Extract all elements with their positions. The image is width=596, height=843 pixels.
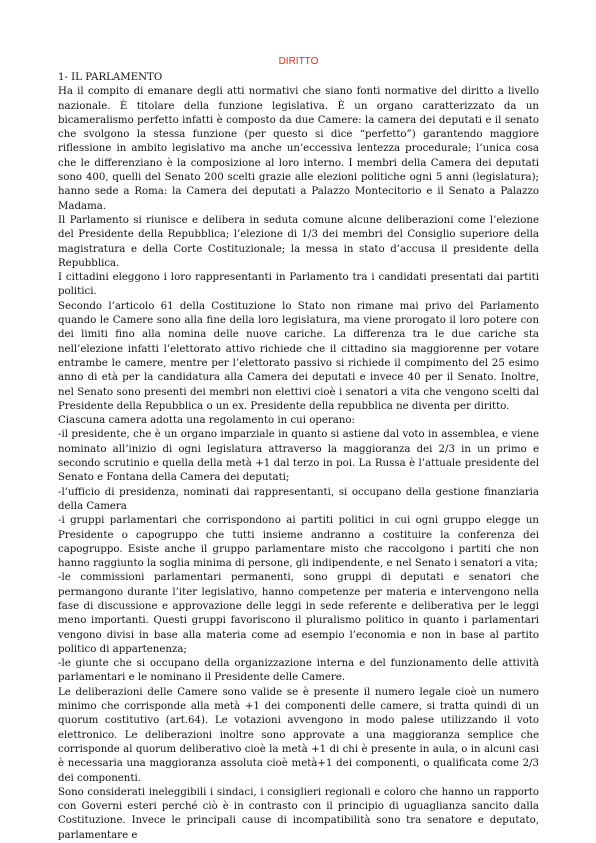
list-item-presidency-office: -l’ufficio di presidenza, nominati dai rappresentanti, si occupano della gestione finanziaria della Camera xyxy=(58,486,539,512)
section-heading: 1- IL PARLAMENTO xyxy=(58,72,163,83)
document-title: DIRITTO xyxy=(278,56,319,67)
paragraph-intro: Ha il compito di emanare degli atti normativi che siano fonti normative del diritto a livello nazionale. È titolare della funzione legislativa. È un organo caratterizzato da un bicameralismo perfetto infatti è composto da due Camere: la camera dei deputati e il senato che svolgono la stessa funzione (per questo si dice “perfetto”) garantendo maggiore riflessione in ambito legislativo ma anche un’eccessiva lentezza procedurale; l’unica cosa che le differenziano è la composizione al loro interno. I membri della Camera dei deputati sono 400, quelli del Senato 200 scelti grazie alle elezioni politiche ogni 5 anni (legislatura); hanno sede a Roma: la Camera dei deputati a Palazzo Montecitorio e il Senato a Palazzo Madama. xyxy=(58,86,539,212)
paragraph-deliberations: Le deliberazioni delle Camere sono valide se è presente il numero legale cioè un numero minimo che corrisponde alla metà +1 dei componenti delle camere, si tratta quindi di un quorum costitutivo (art.64). Le votazioni avvengono in modo palese utilizzando il voto elettronico. Le deliberazioni inoltre sono approvate a una maggioranza semplice che corrisponde al quorum deliberativo cioè la metà +1 di chi è presente in aula, o in alcuni casi è necessaria una maggioranza assoluta cioè metà+1 dei componenti, o qualificata come 2/3 dei componenti. xyxy=(58,686,539,784)
paragraph-regulation: Ciascuna camera adotta una regolamento in cui operano: xyxy=(58,415,355,427)
paragraph-joint-session: Il Parlamento si riunisce e delibera in seduta comune alcune deliberazioni come l’elezione del Presidente della Repubblica; l’elezione di 1/3 dei membri del Consiglio superiore della magistratura e della Corte Costituzionale; la messa in stato d’accusa il presidente della Repubblica. xyxy=(58,214,539,269)
paragraph-article-61: Secondo l’articolo 61 della Costituzione lo Stato non rimane mai privo del Parlamento quando le Camere sono alla fine della loro legislatura, ma viene prorogato il loro potere con dei limiti fino alla nomina delle nuove cariche. La differenza tra le due cariche sta nell’elezione infatti l’elettorato attivo richiede che il cittadino sia maggiorenne per votare entrambe le camere, mentre per l’elettorato passivo si richiede il compimento del 25 esimo anno di età per la candidatura alla Camera dei deputati e invece 40 per il Senato. Inoltre, nel Senato sono presenti dei membri non elettivi cioè i senatori a vita che vengono scelti dal Presidente della Repubblica o un ex. Presidente della repubblica ne diventa per diritto. xyxy=(58,300,539,412)
list-item-parliamentary-groups: -i gruppi parlamentari che corrispondono ai partiti politici in cui ogni gruppo elegge un Presidente o capogruppo che tutti insieme andranno a costituire la conferenza dei capogruppo. Esiste anche il gruppo parlamentare misto che raccolgono i partiti che non hanno raggiunto la soglia minima di persone, gli indipendente, e nel Senato i senatori a vita; xyxy=(58,515,539,570)
list-item-president: -il presidente, che è un organo imparziale in quanto si astiene dal voto in assemblea, e viene nominato all’inizio di ogni legislatura attraverso la maggioranza dei 2/3 in un primo e secondo scrutinio e quella della metà +1 dal terzo in poi. La Russa è l’attuale presidente del Senato e Fontana della Camera dei deputati; xyxy=(58,429,539,484)
list-item-councils: -le giunte che si occupano della organizzazione interna e del funzionamento delle attività parlamentari e le nominano il Presidente delle Camere. xyxy=(58,658,539,684)
paragraph-citizens: I cittadini eleggono i loro rappresentanti in Parlamento tra i candidati presentati dai partiti politici. xyxy=(58,272,539,298)
paragraph-ineligibility: Sono considerati ineleggibili i sindaci, i consiglieri regionali e coloro che hanno un rapporto con Governi esteri perché ciò è in contrasto con il principio di uguaglianza sancito dalla Costituzione. Invece le principali cause di incompatibilità sono tra senatore e deputato, parlamentare e xyxy=(58,786,539,841)
list-item-commissions: -le commissioni parlamentari permanenti, sono gruppi di deputati e senatori che permangono durante l’iter legislativo, hanno competenze per materia e intervengono nella fase di discussione e approvazione delle leggi in sede referente e deliberativa per le leggi meno importanti. Questi gruppi favoriscono il pluralismo politico in quanto i parlamentari vengono divisi in base alla materia come ad esempio l’economia e non in base al partito politico di appartenenza; xyxy=(58,572,539,655)
